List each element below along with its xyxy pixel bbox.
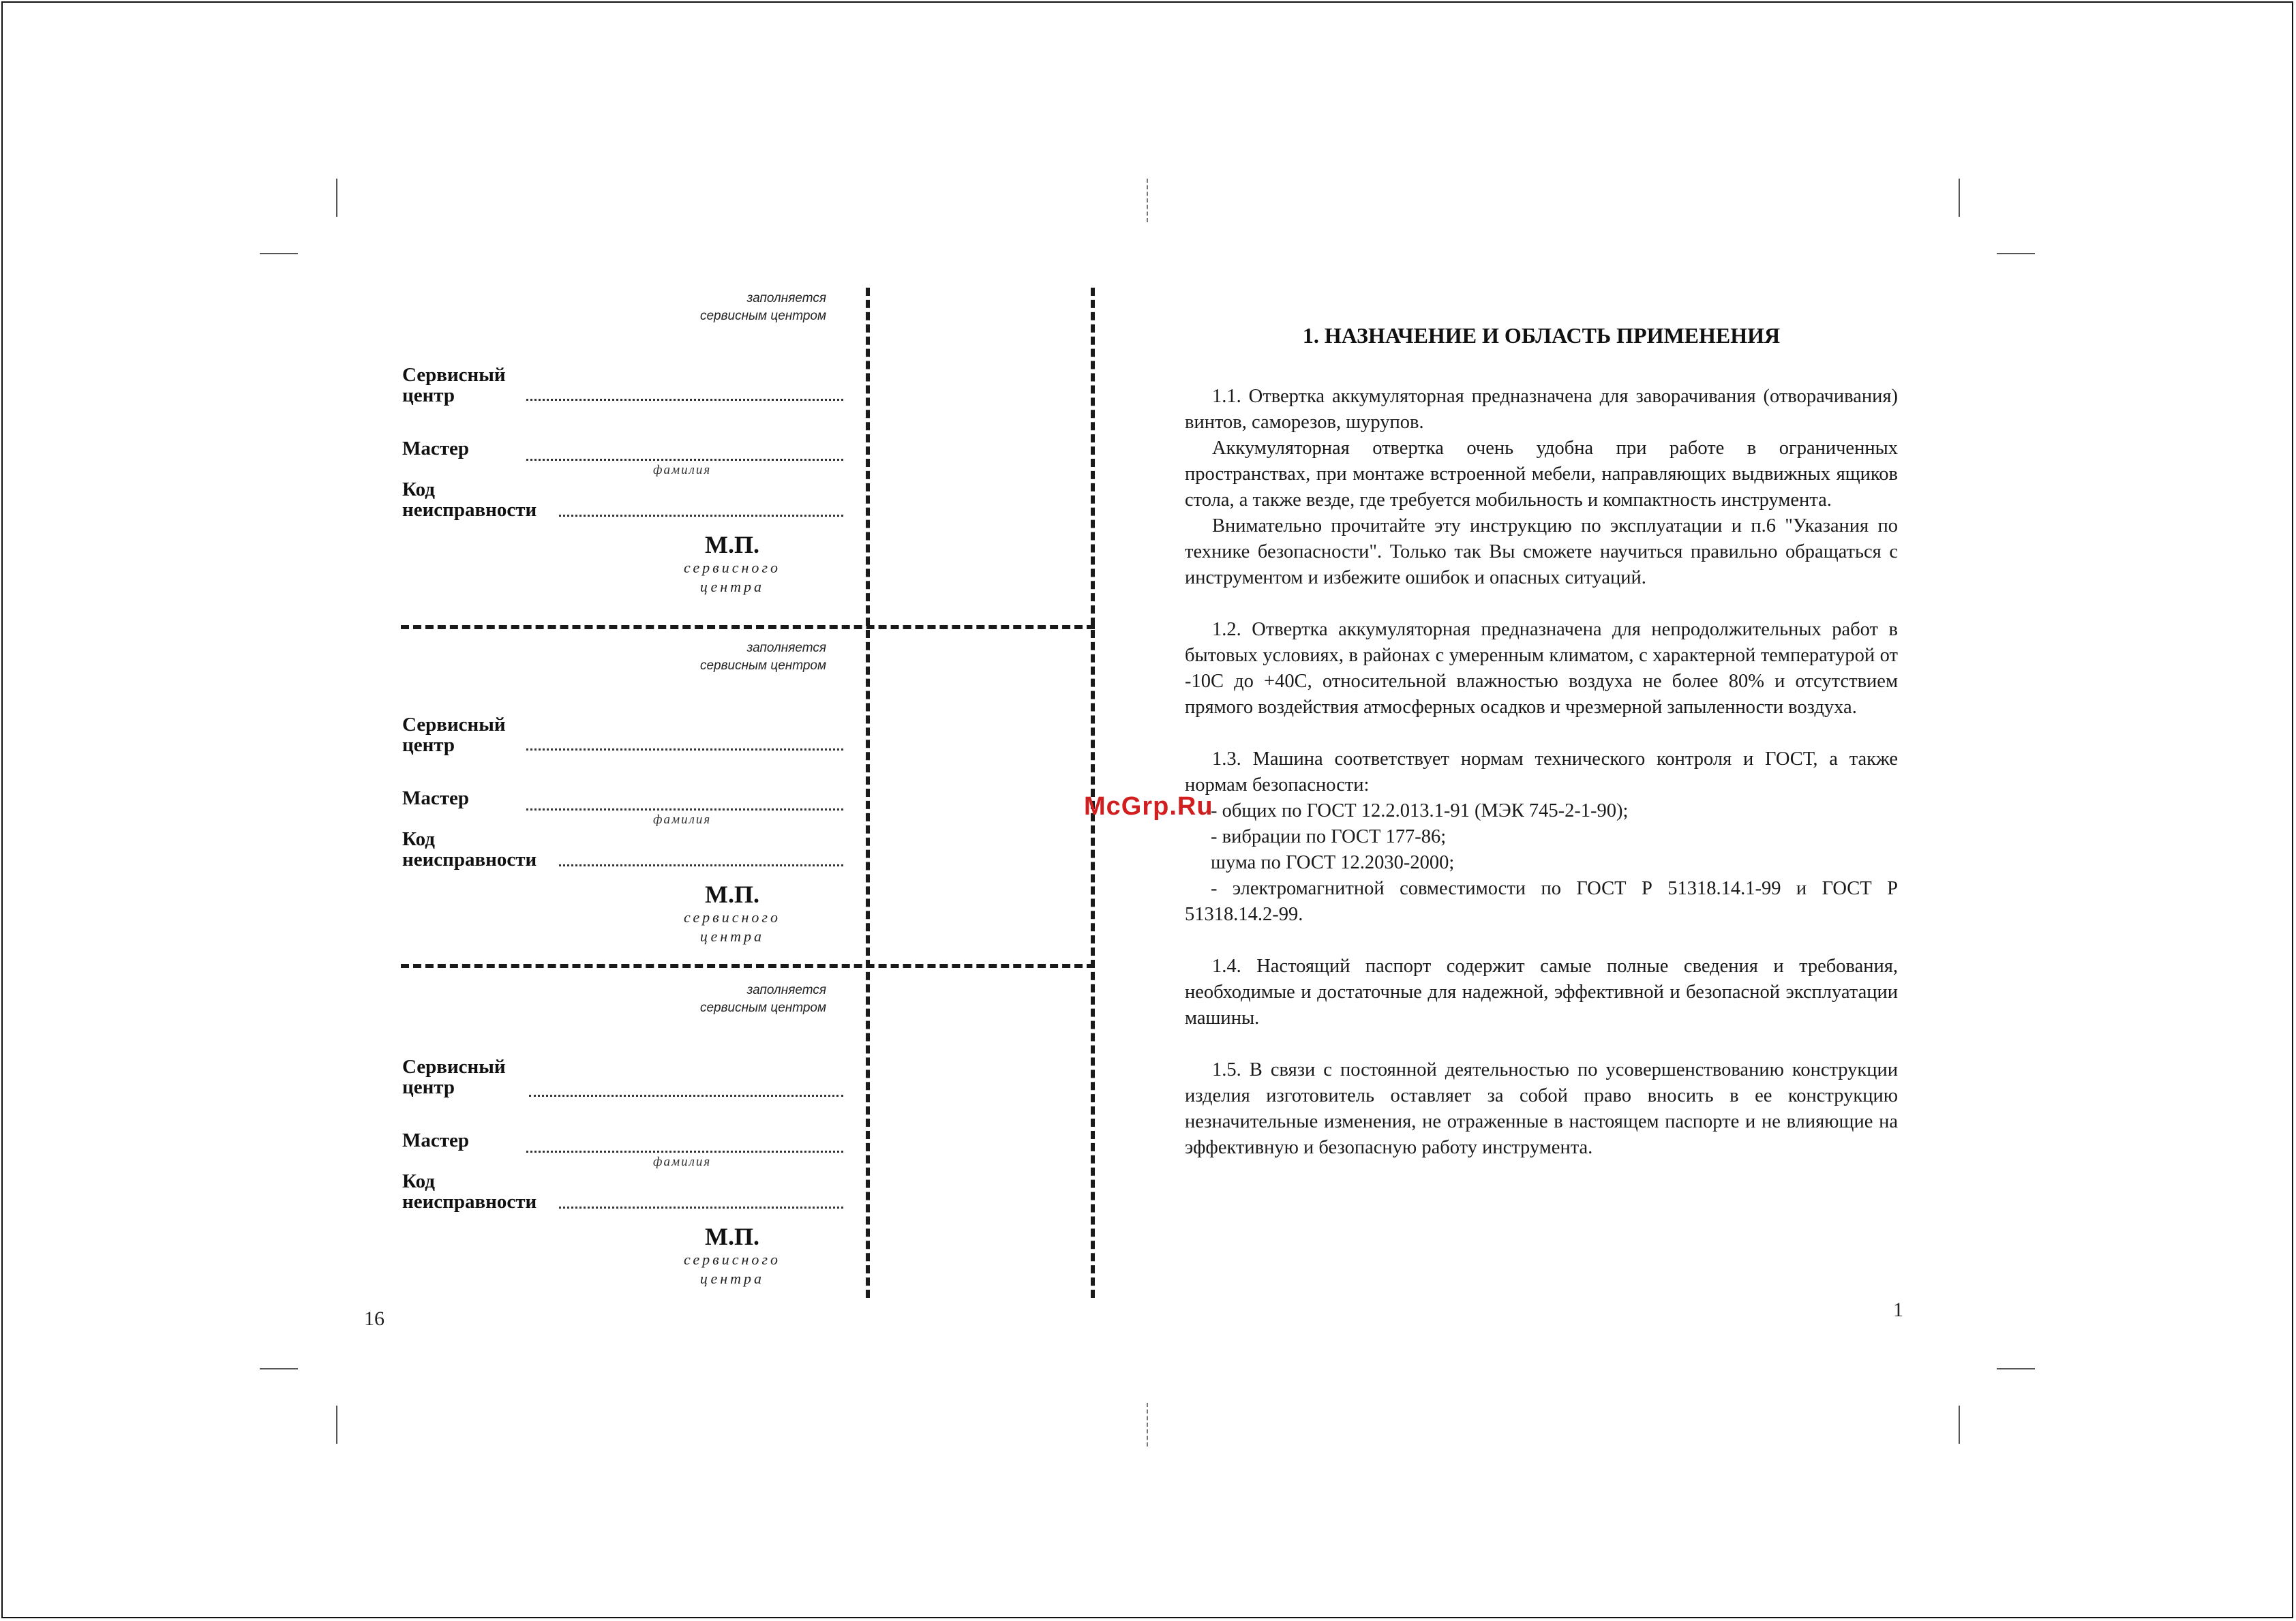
warranty-coupon <box>402 639 845 980</box>
fill-note: заполняется сервисным центром <box>699 641 826 673</box>
master-field[interactable] <box>526 459 843 461</box>
fault-code-field[interactable] <box>559 864 843 866</box>
stamp-area: М.П. сервисного центра <box>683 1223 781 1287</box>
crop-mark <box>260 1368 298 1369</box>
service-center-field[interactable] <box>529 1095 843 1097</box>
list-item: - вибрации по ГОСТ 177-86; <box>1211 826 1447 847</box>
master-label: Мастер <box>402 438 469 459</box>
stamp-area: М.П. сервисного центра <box>683 531 781 595</box>
paragraph: 1.2. Отвертка аккумуляторная предназначена для непродолжительных работ в бытовых условиях, в районах с умеренным климатом, с характерной температурой от -10С до +40С, относительной влажностью воздуха не более 80% и отсутствием прямого воздействия атмосферных осадков и чрезмерной запыленности воздуха. <box>1185 619 1898 718</box>
crop-mark <box>1959 1406 1960 1444</box>
section-body <box>1185 384 1898 1161</box>
fault-code-field[interactable] <box>559 1207 843 1209</box>
surname-hint: фамилия <box>653 813 712 827</box>
warranty-coupon <box>402 290 845 631</box>
crop-mark <box>1997 253 2035 254</box>
paragraph: 1.3. Машина соответствует нормам технического контроля и ГОСТ, а также нормам безопасности: <box>1185 748 1898 796</box>
paragraph: 1.5. В связи с постоянной деятельностью по усовершенствованию конструкции изделия изготовитель оставляет за собой право вносить в ее конструкцию незначительные изменения, не отраженные в настоящем паспорте и не влияющие на эффективную и безопасную работу инструмента. <box>1185 1059 1898 1158</box>
crop-mark <box>336 179 337 217</box>
watermark: McGrp.Ru <box>1084 792 1213 821</box>
crop-mark <box>1959 179 1960 217</box>
list-item: шума по ГОСТ 12.2030-2000; <box>1211 852 1455 873</box>
section-heading: 1. НАЗНАЧЕНИЕ И ОБЛАСТЬ ПРИМЕНЕНИЯ <box>1302 323 1781 348</box>
fold-mark <box>1147 179 1148 222</box>
warranty-coupon <box>402 982 845 1322</box>
paragraph: 1.1. Отвертка аккумуляторная предназначена для заворачивания (отворачивания) винтов, саморезов, шурупов. <box>1185 386 1898 433</box>
master-field[interactable] <box>526 1151 843 1153</box>
crop-mark <box>260 253 298 254</box>
surname-hint: фамилия <box>653 1155 712 1169</box>
fault-code-label: Код неисправности <box>402 1170 537 1213</box>
master-label: Мастер <box>402 1130 469 1151</box>
paragraph: Внимательно прочитайте эту инструкцию по эксплуатации и п.6 "Указания по технике безопасности". Только так Вы сможете научиться правильно обращаться с инструментом и избежите ошибок и опасных ситуаций. <box>1185 515 1898 588</box>
list-item: - электромагнитной совместимости по ГОСТ Р 51318.14.1-99 и ГОСТ Р 51318.14.2-99. <box>1185 878 1898 925</box>
cut-line-vertical <box>866 288 870 1298</box>
crop-mark <box>1997 1368 2035 1369</box>
stamp-area: М.П. сервисного центра <box>683 881 781 945</box>
paragraph: Аккумуляторная отвертка очень удобна при работе в ограниченных пространствах, при монтаже встроенной мебели, направляющих выдвижных ящиков стола, а также везде, где требуется мобильность и компактность инструмента. <box>1185 438 1898 511</box>
service-center-label: Сервисный центр <box>402 1056 506 1098</box>
fill-note: заполняется сервисным центром <box>699 983 826 1015</box>
left-page-number: 16 <box>364 1307 384 1330</box>
service-center-label: Сервисный центр <box>402 364 506 406</box>
service-center-label: Сервисный центр <box>402 714 506 756</box>
fill-note: заполняется сервисным центром <box>699 291 826 323</box>
list-item: - общих по ГОСТ 12.2.013.1-91 (МЭК 745-2-1-90); <box>1211 800 1629 821</box>
crop-mark <box>336 1406 337 1444</box>
master-field[interactable] <box>526 808 843 810</box>
service-center-field[interactable] <box>526 399 843 401</box>
fold-mark <box>1147 1403 1148 1446</box>
paragraph: 1.4. Настоящий паспорт содержит самые полные сведения и требования, необходимые и достаточные для надежной, эффективной и безопасной эксплуатации машины. <box>1185 956 1898 1029</box>
master-label: Мастер <box>402 787 469 809</box>
fault-code-field[interactable] <box>559 515 843 517</box>
fault-code-label: Код неисправности <box>402 479 537 521</box>
right-page-number: 1 <box>1893 1299 1903 1321</box>
surname-hint: фамилия <box>653 463 712 477</box>
fault-code-label: Код неисправности <box>402 828 537 870</box>
service-center-field[interactable] <box>526 748 843 751</box>
